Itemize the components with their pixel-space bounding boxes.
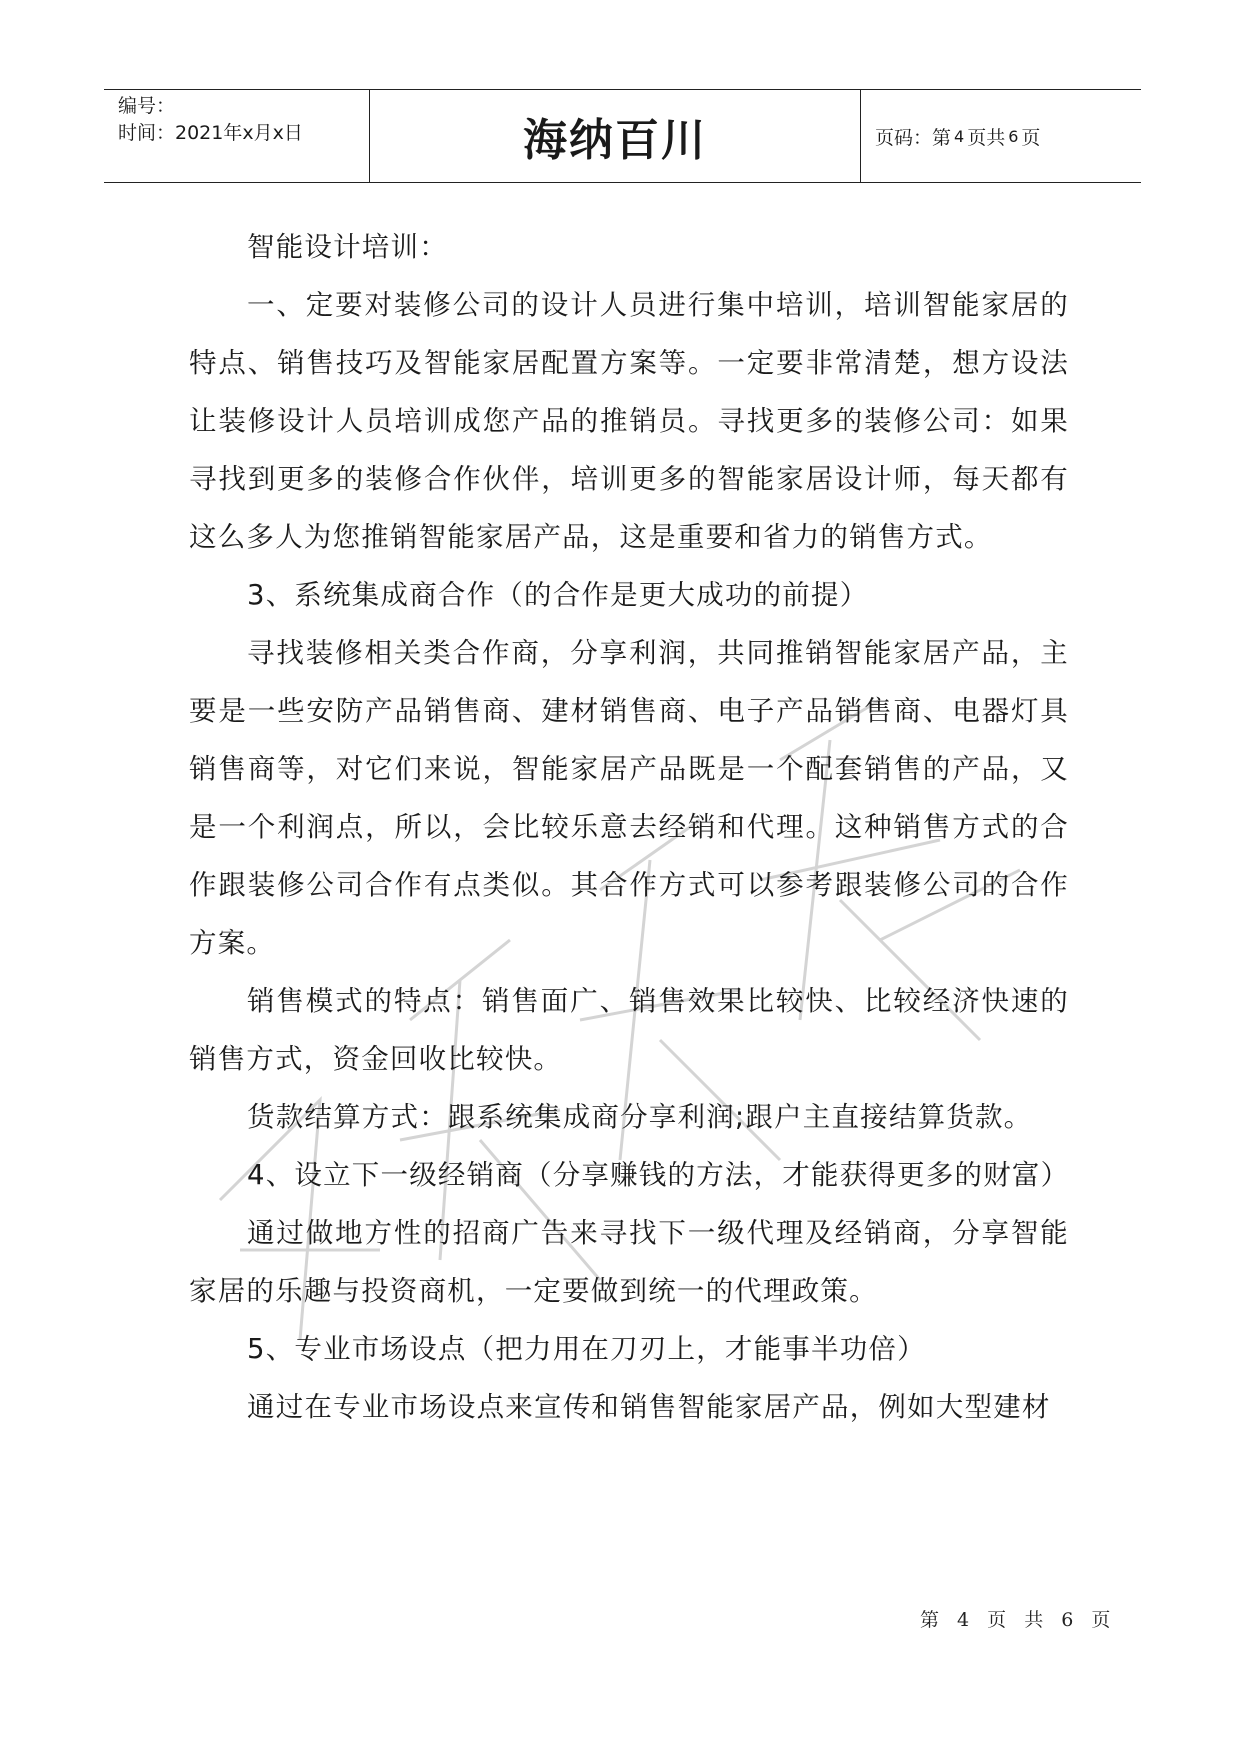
page-header: [104, 89, 1141, 183]
header-title: 海纳百川: [370, 90, 861, 182]
paragraph: 3、系统集成商合作（的合作是更大成功的前提）: [247, 579, 869, 611]
page-label-prefix: 页码：第: [875, 126, 952, 149]
page-total: 6: [1008, 126, 1019, 146]
header-page-number: [861, 90, 1141, 182]
paragraph: 5、专业市场设点（把力用在刀刃上，才能事半功倍）: [247, 1333, 926, 1365]
paragraph: 通过做地方性的招商广告来寻找下一级代理及经销商，分享智能家居的乐趣与投资商机，一定要做到统一的代理政策。: [189, 1217, 1069, 1307]
paragraph: 货款结算方式：跟系统集成商分享利润;跟户主直接结算货款。: [247, 1101, 1033, 1133]
page-current: 4: [954, 126, 965, 146]
document-body: [189, 218, 1069, 1436]
paragraph: 寻找装修相关类合作商，分享利润，共同推销智能家居产品，主要是一些安防产品销售商、建材销售商、电子产品销售商、电器灯具销售商等，对它们来说，智能家居产品既是一个配套销售的产品，又是一个利润点，所以，会比较乐意去经销和代理。这种销售方式的合作跟装修公司合作有点类似。其合作方式可以参考跟装修公司的合作方案。: [189, 637, 1069, 959]
document-number-label: 编号：: [118, 95, 176, 117]
paragraph: 4、设立下一级经销商（分享赚钱的方法，才能获得更多的财富）: [247, 1159, 1070, 1191]
document-time-label: 时间：2021年x月x日: [118, 122, 303, 144]
paragraph: 一、定要对装修公司的设计人员进行集中培训，培训智能家居的特点、销售技巧及智能家居配置方案等。一定要非常清楚，想方设法让装修设计人员培训成您产品的推销员。寻找更多的装修公司：如果寻找到更多的装修合作伙伴，培训更多的智能家居设计师，每天都有这么多人为您推销智能家居产品，这是重要和省力的销售方式。: [189, 289, 1069, 553]
page-label-mid: 页共: [967, 126, 1006, 149]
paragraph: 通过在专业市场设点来宣传和销售智能家居产品，例如大型建材: [247, 1391, 1051, 1423]
header-meta: [104, 90, 370, 182]
paragraph: 销售模式的特点：销售面广、销售效果比较快、比较经济快速的销售方式，资金回收比较快。: [189, 985, 1069, 1075]
paragraph: 智能设计培训：: [247, 231, 448, 263]
page-label-suffix: 页: [1021, 126, 1041, 149]
page-footer: 第 4 页 共 6 页: [920, 1609, 1117, 1631]
